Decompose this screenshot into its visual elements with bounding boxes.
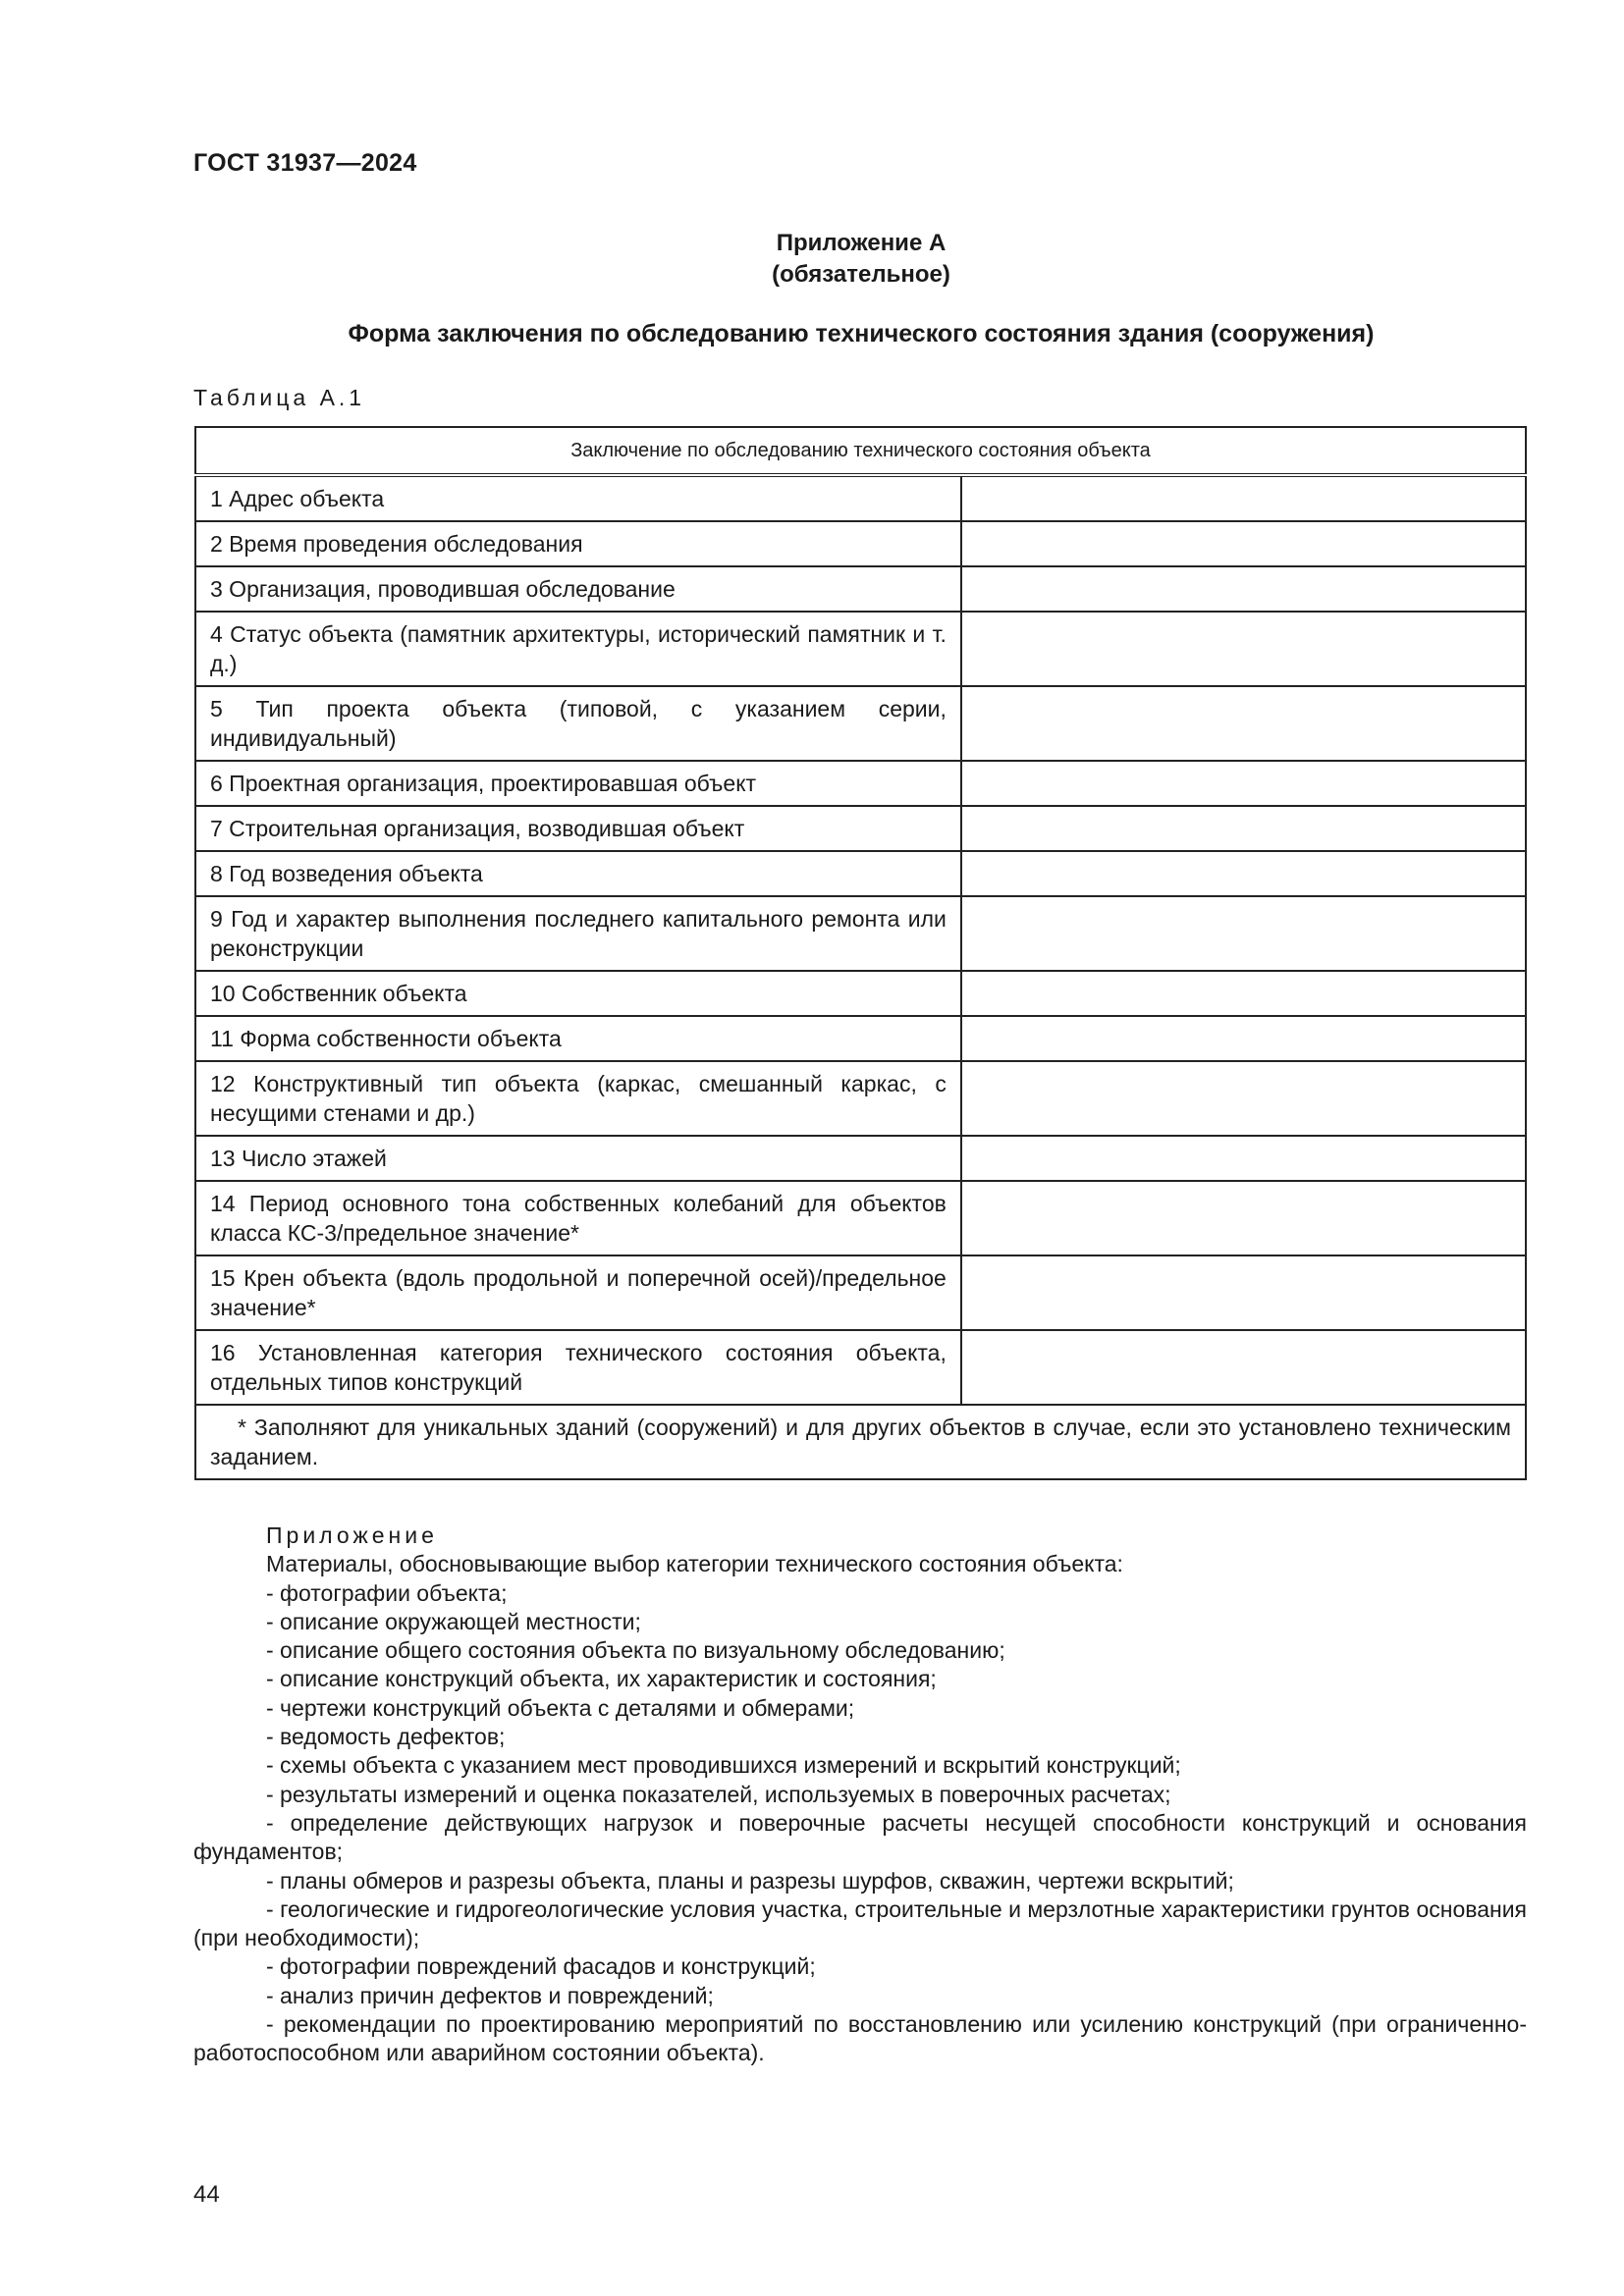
- list-item: - фотографии объекта;: [266, 1579, 508, 1606]
- row-value: [961, 1255, 1526, 1330]
- list-item: - геологические и гидрогеологические условия участка, строительные и мерзлотные характеристики грунтов основания (при необходимости);: [193, 1896, 1527, 1951]
- row-label: 13 Число этажей: [195, 1136, 961, 1181]
- row-value: [961, 1330, 1526, 1405]
- row-value: [961, 806, 1526, 851]
- table-row: [195, 1181, 1526, 1255]
- row-label: 2 Время проведения обследования: [195, 521, 961, 566]
- row-label: 7 Строительная организация, возводившая объект: [195, 806, 961, 851]
- row-value: [961, 521, 1526, 566]
- row-value: [961, 475, 1526, 521]
- row-label: 1 Адрес объекта: [195, 475, 961, 521]
- table-row: [195, 1255, 1526, 1330]
- row-label: 14 Период основного тона собственных колебаний для объектов класса КС-3/предельное значение*: [195, 1181, 961, 1255]
- list-item: - результаты измерений и оценка показателей, используемых в поверочных расчетах;: [266, 1781, 1171, 1807]
- table-footnote: * Заполняют для уникальных зданий (сооружений) и для других объектов в случае, если это установлено техническим заданием.: [195, 1405, 1526, 1479]
- notes-intro: Материалы, обосновывающие выбор категории технического состояния объекта:: [266, 1551, 1123, 1577]
- table-row: [195, 612, 1526, 686]
- appendix-status: (обязательное): [772, 261, 950, 288]
- list-item: - описание общего состояния объекта по визуальному обследованию;: [266, 1637, 1005, 1664]
- table-caption: Таблица А.1: [193, 385, 366, 410]
- list-item: - описание конструкций объекта, их характеристик и состояния;: [266, 1666, 937, 1692]
- row-label: 6 Проектная организация, проектировавшая объект: [195, 761, 961, 806]
- row-label: 11 Форма собственности объекта: [195, 1016, 961, 1061]
- row-value: [961, 566, 1526, 612]
- row-label: 10 Собственник объекта: [195, 971, 961, 1016]
- list-item: - планы обмеров и разрезы объекта, планы и разрезы шурфов, скважин, чертежи вскрытий;: [266, 1867, 1234, 1894]
- table-row: [195, 566, 1526, 612]
- row-value: [961, 896, 1526, 971]
- list-item: - анализ причин дефектов и повреждений;: [266, 1982, 714, 2008]
- table-row: [195, 1061, 1526, 1136]
- row-label: 12 Конструктивный тип объекта (каркас, смешанный каркас, с несущими стенами и др.): [195, 1061, 961, 1136]
- row-label: 15 Крен объекта (вдоль продольной и поперечной осей)/предельное значение*: [195, 1255, 961, 1330]
- table-row: [195, 1016, 1526, 1061]
- row-value: [961, 1181, 1526, 1255]
- list-item: - рекомендации по проектированию мероприятий по восстановлению или усилению конструкций (при ограниченно-работоспособном или аварийном состоянии объекта).: [193, 2011, 1527, 2066]
- list-item: - ведомость дефектов;: [266, 1724, 506, 1750]
- list-item: - чертежи конструкций объекта с деталями и обмерами;: [266, 1694, 855, 1721]
- appendix-title: Приложение А: [776, 230, 947, 256]
- document-code: ГОСТ 31937—2024: [193, 149, 417, 177]
- list-item: - описание окружающей местности;: [266, 1608, 641, 1634]
- table-row: [195, 761, 1526, 806]
- row-value: [961, 971, 1526, 1016]
- table-row: [195, 475, 1526, 521]
- table-row: [195, 896, 1526, 971]
- form-title: Форма заключения по обследованию технического состояния здания (сооружения): [348, 320, 1375, 347]
- row-value: [961, 761, 1526, 806]
- row-label: 8 Год возведения объекта: [195, 851, 961, 896]
- row-value: [961, 612, 1526, 686]
- row-value: [961, 686, 1526, 761]
- table-header-cell: Заключение по обследованию технического состояния объекта: [195, 427, 1526, 475]
- inspection-conclusion-table: [194, 426, 1527, 1480]
- row-value: [961, 1016, 1526, 1061]
- row-label: 5 Тип проекта объекта (типовой, с указанием серии, индивидуальный): [195, 686, 961, 761]
- page-number: 44: [193, 2181, 220, 2208]
- row-label: 16 Установленная категория технического состояния объекта, отдельных типов конструкций: [195, 1330, 961, 1405]
- table-row: [195, 971, 1526, 1016]
- row-value: [961, 1061, 1526, 1136]
- row-value: [961, 851, 1526, 896]
- appendix-notes: [193, 1522, 1527, 2068]
- table-row: [195, 806, 1526, 851]
- list-item: - фотографии повреждений фасадов и конструкций;: [266, 1953, 816, 1980]
- table-footnote-row: [195, 1405, 1526, 1479]
- row-label: 4 Статус объекта (памятник архитектуры, исторический памятник и т. д.): [195, 612, 961, 686]
- row-value: [961, 1136, 1526, 1181]
- table-row: [195, 686, 1526, 761]
- notes-title: Приложение: [266, 1522, 438, 1548]
- row-label: 3 Организация, проводившая обследование: [195, 566, 961, 612]
- table-header-row: [195, 427, 1526, 475]
- list-item: - определение действующих нагрузок и поверочные расчеты несущей способности конструкций и основания фундаментов;: [193, 1809, 1527, 1865]
- row-label: 9 Год и характер выполнения последнего капитального ремонта или реконструкции: [195, 896, 961, 971]
- list-item: - схемы объекта с указанием мест проводившихся измерений и вскрытий конструкций;: [266, 1752, 1181, 1779]
- appendix-heading: [193, 228, 1529, 291]
- table-row: [195, 521, 1526, 566]
- table-row: [195, 851, 1526, 896]
- table-row: [195, 1330, 1526, 1405]
- table-row: [195, 1136, 1526, 1181]
